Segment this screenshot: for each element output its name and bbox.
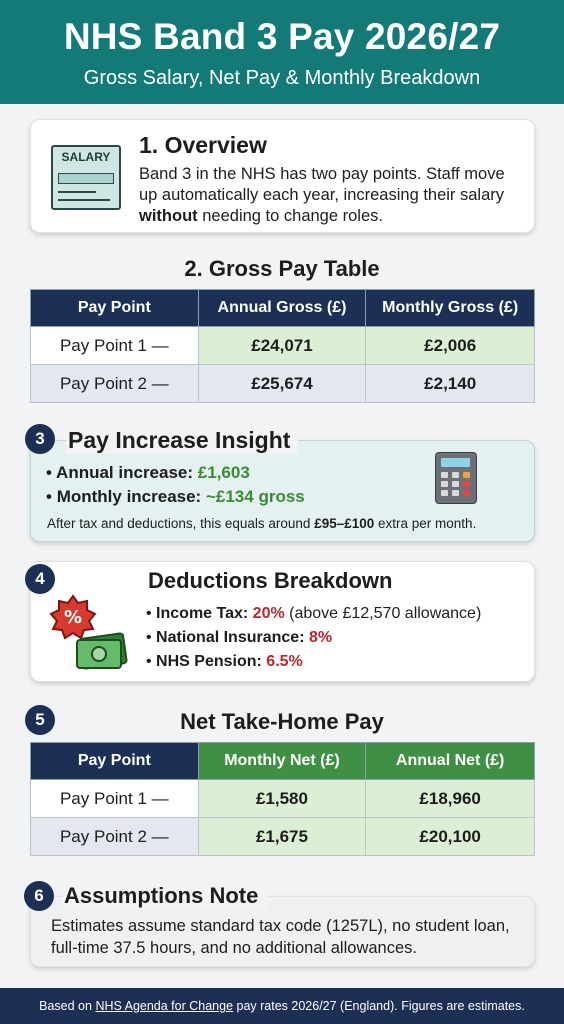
section-number-badge: 6 <box>24 881 54 911</box>
page-title: NHS Band 3 Pay 2026/27 <box>63 16 501 57</box>
monthly-net-cell: £1,580 <box>198 780 366 818</box>
salary-icon-line <box>58 199 110 201</box>
gross-table-title: 2. Gross Pay Table <box>184 256 380 281</box>
footer-note: Based on NHS Agenda for Change pay rates 2026/27 (England). Figures are estimates. <box>0 988 564 1024</box>
tax-percent-cash-icon <box>47 592 129 672</box>
assumptions-text: Estimates assume standard tax code (1257L), no student loan, full-time 37.5 hours, and no additional allowances. <box>51 917 510 957</box>
list-item: • National Insurance: 8% <box>146 629 333 646</box>
salary-icon-label: SALARY <box>61 150 111 164</box>
calculator-key <box>452 481 459 487</box>
annual-gross-cell: £24,071 <box>198 327 366 365</box>
section-number-badge: 5 <box>25 705 55 735</box>
calculator-key <box>463 490 470 496</box>
table-row <box>31 780 535 818</box>
calculator-key <box>463 481 470 487</box>
section-number-badge: 3 <box>25 424 55 454</box>
table-row <box>31 365 535 403</box>
calculator-screen <box>441 458 470 467</box>
salary-icon-line <box>58 191 96 193</box>
insight-title: Pay Increase Insight <box>66 427 298 454</box>
column-header: Annual Gross (£) <box>198 290 366 327</box>
svg-text:%: % <box>63 607 83 628</box>
salary-icon-strip <box>58 173 114 184</box>
pay-point-cell: Pay Point 2 — <box>31 365 199 403</box>
pay-point-cell: Pay Point 1 — <box>31 780 199 818</box>
annual-gross-cell: £25,674 <box>198 365 366 403</box>
list-item: • Annual increase: £1,603 <box>46 463 250 482</box>
calculator-key <box>463 472 470 478</box>
calculator-key <box>441 490 448 496</box>
deductions-card <box>30 561 535 682</box>
column-header: Monthly Gross (£) <box>366 290 535 327</box>
list-item: • NHS Pension: 6.5% <box>146 653 303 670</box>
deductions-list <box>146 602 481 674</box>
table-header-row <box>31 290 535 327</box>
column-header: Annual Net (£) <box>366 743 535 780</box>
section-number-badge: 4 <box>25 564 55 594</box>
calculator-icon <box>435 452 477 504</box>
column-header: Pay Point <box>31 743 199 780</box>
increase-list <box>46 461 305 509</box>
calculator-key <box>441 472 448 478</box>
monthly-gross-cell: £2,140 <box>366 365 535 403</box>
overview-card <box>30 119 535 233</box>
net-pay-table <box>30 742 535 856</box>
overview-title: 1. Overview <box>139 132 267 158</box>
monthly-net-cell: £1,675 <box>198 818 366 856</box>
gross-pay-table <box>30 289 535 403</box>
deductions-title: Deductions Breakdown <box>148 568 393 593</box>
header-banner <box>0 0 564 104</box>
pay-point-cell: Pay Point 1 — <box>31 327 199 365</box>
increase-note: After tax and deductions, this equals around £95–£100 extra per month. <box>47 516 477 531</box>
calculator-key <box>441 481 448 487</box>
pay-point-cell: Pay Point 2 — <box>31 818 199 856</box>
list-item: • Monthly increase: ~£134 gross <box>46 487 305 506</box>
table-row <box>31 327 535 365</box>
list-item: • Income Tax: 20% (above £12,570 allowance) <box>146 605 482 622</box>
calculator-key <box>452 490 459 496</box>
column-header: Monthly Net (£) <box>198 743 366 780</box>
assumptions-title: Assumptions Note <box>62 883 268 909</box>
agenda-for-change-link[interactable]: NHS Agenda for Change <box>95 999 234 1013</box>
net-table-title: Net Take-Home Pay <box>180 709 384 734</box>
salary-slip-icon <box>51 145 121 210</box>
column-header: Pay Point <box>31 290 199 327</box>
annual-net-cell: £18,960 <box>366 780 535 818</box>
annual-net-cell: £20,100 <box>366 818 535 856</box>
monthly-gross-cell: £2,006 <box>366 327 535 365</box>
calculator-key <box>452 472 459 478</box>
overview-text: Band 3 in the NHS has two pay points. Staff move up automatically each year, increasing their salary without needing to change roles. <box>139 165 505 225</box>
page-subtitle: Gross Salary, Net Pay & Monthly Breakdown <box>83 67 481 89</box>
table-row <box>31 818 535 856</box>
table-header-row <box>31 743 535 780</box>
